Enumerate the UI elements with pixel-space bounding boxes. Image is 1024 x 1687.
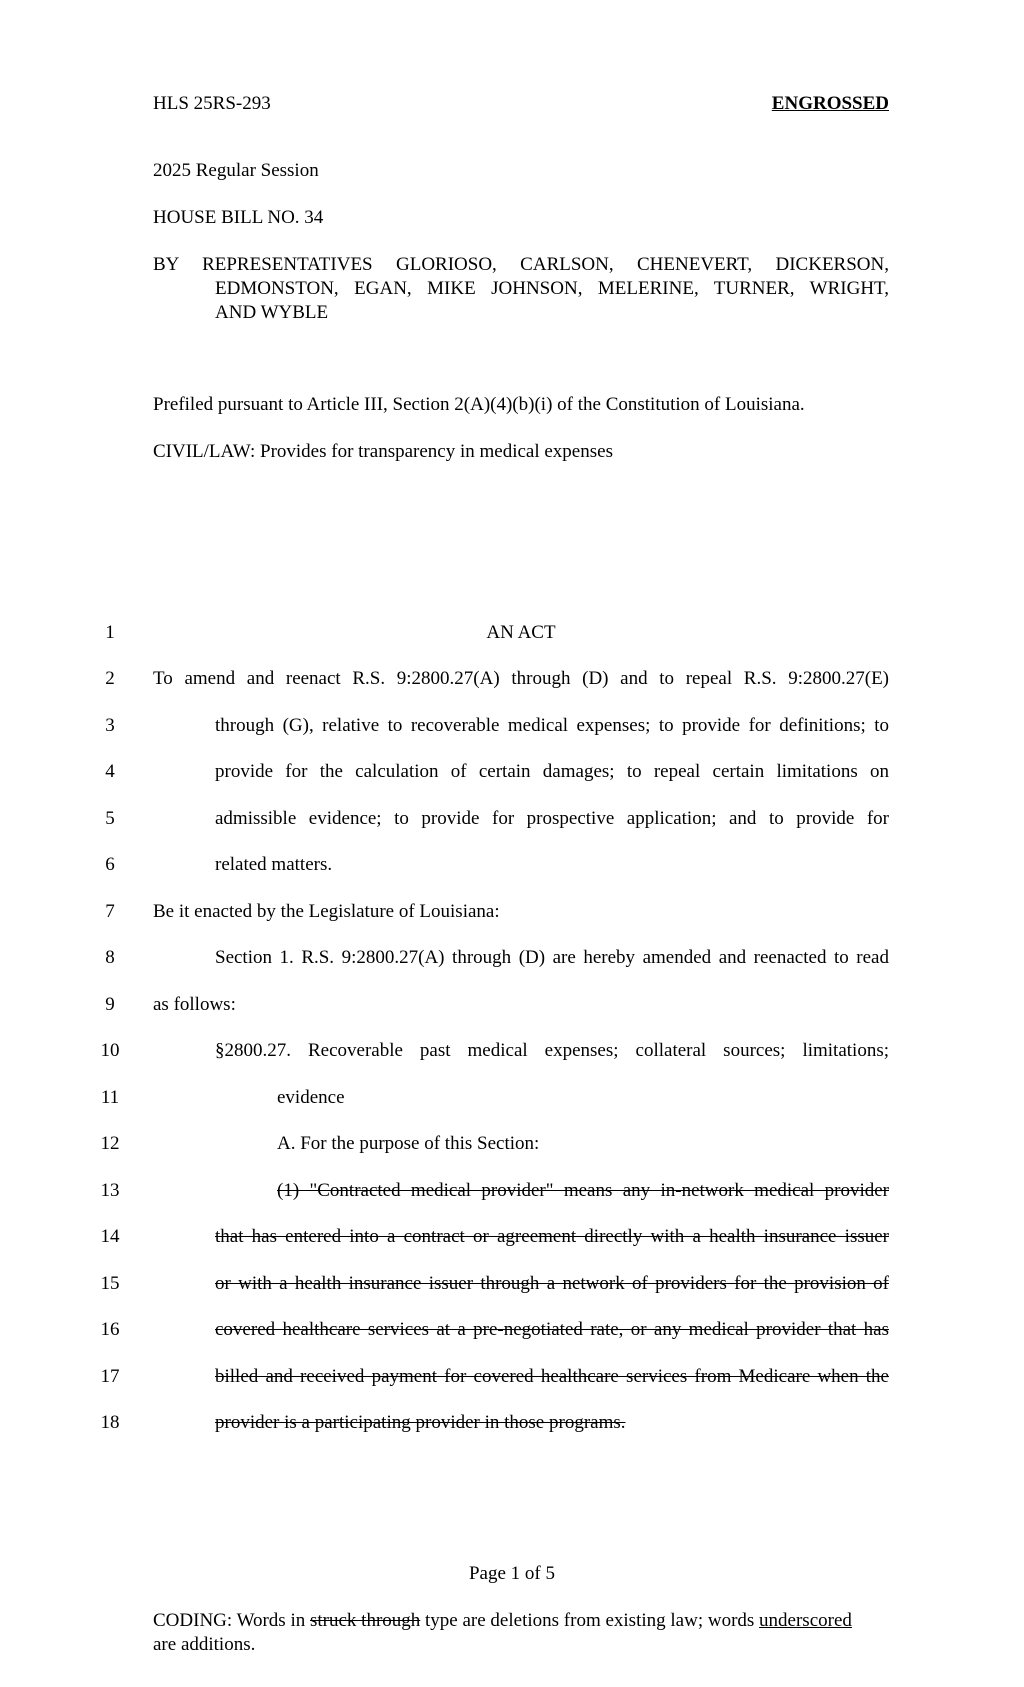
- numbered-line: [0, 994, 1024, 1024]
- authors-line-3: AND WYBLE: [215, 302, 329, 323]
- line-text: To amend and reenact R.S. 9:2800.27(A) through (D) and to repeal R.S. 9:2800.27(E): [153, 668, 889, 689]
- line-number: 7: [105, 901, 115, 922]
- struck-text: (1) "Contracted medical provider" means any in-network medical provider: [277, 1180, 889, 1201]
- line-text: evidence: [277, 1087, 345, 1108]
- prefiled-note: Prefiled pursuant to Article III, Section 2(A)(4)(b)(i) of the Constitution of Louisiana.: [153, 394, 805, 415]
- line-number: 12: [100, 1133, 120, 1154]
- numbered-line: [0, 1412, 1024, 1442]
- numbered-line: [0, 1273, 1024, 1303]
- coding-note: [153, 1609, 889, 1657]
- numbered-line: [0, 808, 1024, 838]
- numbered-line: [0, 761, 1024, 791]
- line-number: 17: [100, 1366, 120, 1387]
- line-number: 3: [105, 715, 115, 736]
- authors-continuation: [215, 277, 889, 325]
- line-number: 15: [100, 1273, 120, 1294]
- page-number: Page 1 of 5: [468, 1563, 555, 1584]
- line-number: 1: [105, 622, 115, 643]
- struck-text: provider is a participating provider in those programs.: [215, 1412, 626, 1433]
- authors-line-2: EDMONSTON, EGAN, MIKE JOHNSON, MELERINE, TURNER, WRIGHT,: [215, 278, 889, 299]
- line-text: Be it enacted by the Legislature of Louisiana:: [153, 901, 500, 922]
- coding-struck-sample: struck through: [309, 1610, 421, 1631]
- line-number: 8: [105, 947, 115, 968]
- numbered-line: [0, 622, 1024, 652]
- coding-underscored-sample: underscored: [759, 1610, 852, 1631]
- line-number: 6: [105, 854, 115, 875]
- numbered-line: [0, 901, 1024, 931]
- line-number: 18: [100, 1412, 120, 1433]
- authors-line-1: BY REPRESENTATIVES GLORIOSO, CARLSON, CHENEVERT, DICKERSON,: [153, 254, 889, 275]
- bill-number: HOUSE BILL NO. 34: [153, 207, 324, 228]
- status-label: ENGROSSED: [771, 93, 889, 114]
- line-number: 10: [100, 1040, 120, 1061]
- numbered-line: [0, 1087, 1024, 1117]
- struck-text: or with a health insurance issuer through a network of providers for the provision of: [215, 1273, 889, 1294]
- line-number: 5: [105, 808, 115, 829]
- numbered-line: [0, 947, 1024, 977]
- line-number: 11: [100, 1087, 120, 1108]
- digest: CIVIL/LAW: Provides for transparency in medical expenses: [153, 441, 613, 462]
- coding-prefix: CODING: Words in: [153, 1610, 310, 1631]
- line-text: admissible evidence; to provide for prospective application; and to provide for: [215, 808, 889, 829]
- line-number: 13: [100, 1180, 120, 1201]
- line-text: as follows:: [153, 994, 236, 1015]
- numbered-line: [0, 1319, 1024, 1349]
- line-text: Section 1. R.S. 9:2800.27(A) through (D) are hereby amended and reenacted to read: [215, 947, 889, 968]
- numbered-line: [0, 1133, 1024, 1163]
- coding-middle: type are deletions from existing law; words: [420, 1610, 760, 1631]
- struck-text: covered healthcare services at a pre-negotiated rate, or any medical provider that has: [215, 1319, 889, 1340]
- numbered-line: [0, 668, 1024, 698]
- line-text: A. For the purpose of this Section:: [277, 1133, 540, 1154]
- numbered-line: [0, 1180, 1024, 1210]
- line-number: 16: [100, 1319, 120, 1340]
- line-number: 4: [105, 761, 115, 782]
- numbered-line: [0, 715, 1024, 745]
- struck-text: that has entered into a contract or agreement directly with a health insurance issuer: [215, 1226, 889, 1247]
- act-title: AN ACT: [486, 622, 556, 643]
- line-text: provide for the calculation of certain damages; to repeal certain limitations on: [215, 761, 889, 782]
- line-number: 9: [105, 994, 115, 1015]
- numbered-line: [0, 854, 1024, 884]
- line-number: 2: [105, 668, 115, 689]
- struck-text: billed and received payment for covered healthcare services from Medicare when the: [215, 1366, 889, 1387]
- session: 2025 Regular Session: [153, 160, 319, 181]
- numbered-line: [0, 1226, 1024, 1256]
- numbered-line: [0, 1040, 1024, 1070]
- line-text: through (G), relative to recoverable medical expenses; to provide for definitions; to: [215, 715, 889, 736]
- section-heading: §2800.27. Recoverable past medical expenses; collateral sources; limitations;: [215, 1040, 889, 1061]
- line-number: 14: [100, 1226, 120, 1247]
- numbered-line: [0, 1366, 1024, 1396]
- coding-suffix: are additions.: [153, 1634, 256, 1655]
- line-text: related matters.: [215, 854, 333, 875]
- bill-id: HLS 25RS-293: [153, 93, 271, 114]
